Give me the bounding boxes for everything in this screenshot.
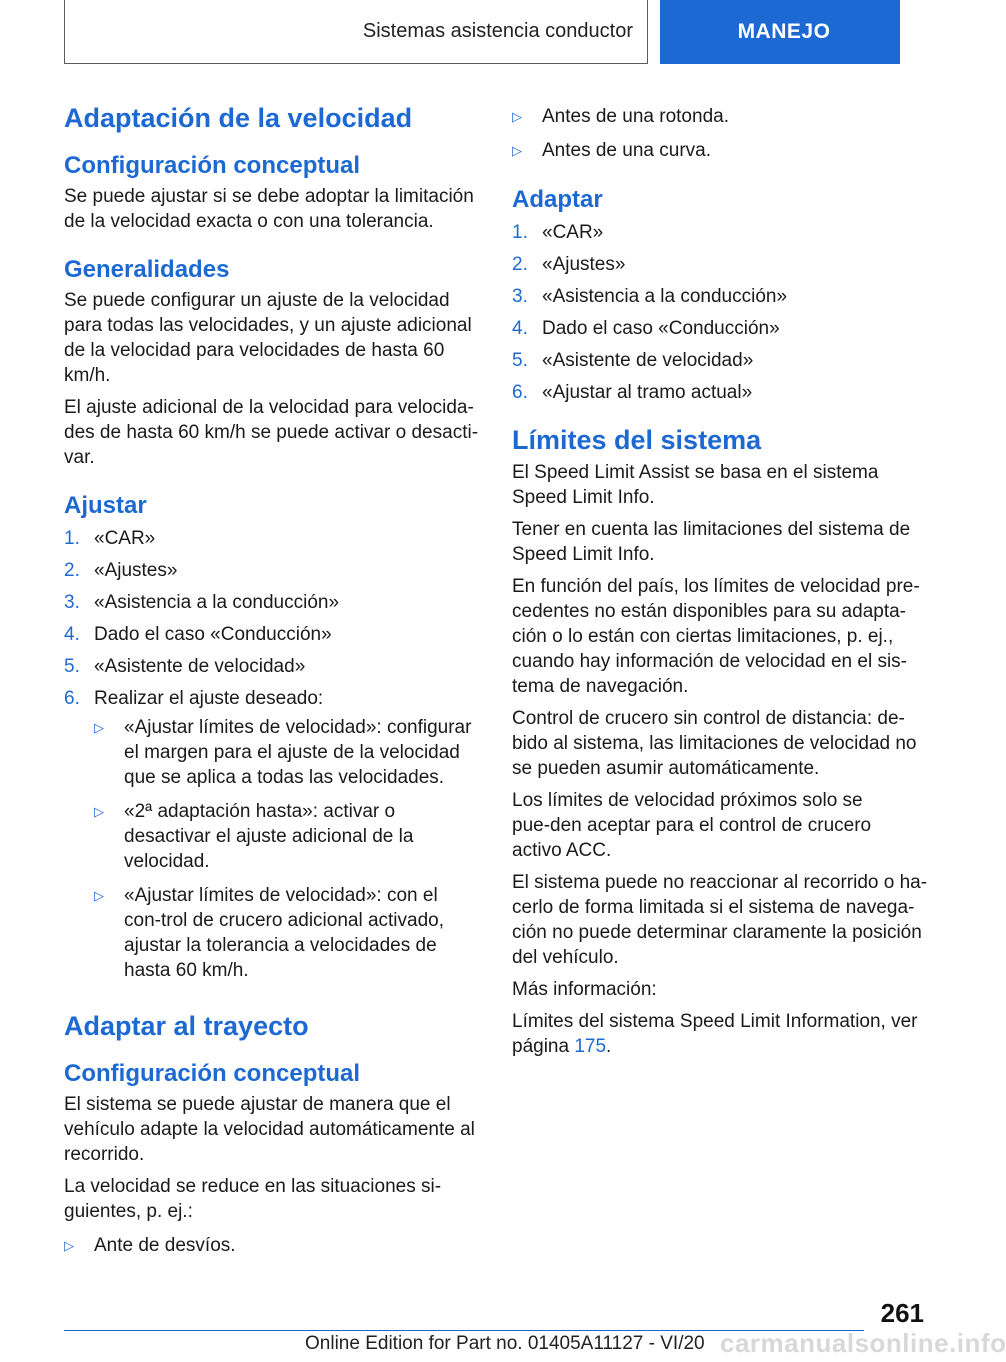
trayecto-bullets-left	[64, 1233, 480, 1258]
bullet-text: Antes de una curva.	[542, 140, 711, 161]
heading-limites: Límites del sistema	[512, 425, 762, 455]
heading-adaptacion: Adaptación de la velocidad	[64, 103, 413, 133]
paragraph-limites-2: Tener en cuenta las limitaciones del sistema de Speed Limit Info.	[512, 519, 911, 565]
watermark: carmanualsonline.info	[720, 1328, 1006, 1358]
list-item	[512, 138, 928, 163]
step-text: «Asistente de velocidad»	[94, 656, 306, 677]
step-number: 5.	[64, 656, 80, 677]
page-number: 261	[880, 1298, 924, 1328]
reference-end: .	[606, 1036, 612, 1057]
paragraph-reference	[512, 1009, 928, 1059]
bullet-text: Antes de una rotonda.	[542, 106, 729, 127]
triangle-bullet-icon: ▷	[94, 804, 104, 819]
step-text: «Ajustar al tramo actual»	[542, 382, 753, 403]
bullet-text: Ante de desvíos.	[94, 1235, 236, 1256]
bullet-text: «Ajustar límites de velocidad»: con el con-trol de crucero adicional activado, ajustar la tolerancia a velocidades de hasta 60 km/h.	[124, 885, 445, 981]
right-column	[512, 100, 928, 1059]
chapter-tab	[660, 0, 900, 64]
paragraph-gen-1: Se puede configurar un ajuste de la velocidad para todas las velocidades, y un ajuste adicional de la velocidad para velocidades de hasta 60 km/h.	[64, 290, 472, 386]
heading-config-1: Configuración conceptual	[64, 152, 361, 179]
chapter-title: MANEJO	[737, 20, 831, 43]
step-number: 6.	[64, 688, 80, 709]
step-text: «Asistencia a la conducción»	[94, 592, 340, 613]
trayecto-bullets-right	[512, 104, 928, 163]
paragraph-limites-1: El Speed Limit Assist se basa en el sistema Speed Limit Info.	[512, 462, 879, 508]
paragraph-limites-4: Control de crucero sin control de distancia: de-bido al sistema, las limitaciones de velocidad no se pueden asumir automáticamente.	[512, 708, 917, 779]
step-number: 2.	[64, 560, 80, 581]
heading-config-2: Configuración conceptual	[64, 1060, 361, 1087]
step-number: 1.	[64, 528, 80, 549]
paragraph-config-2a: El sistema se puede ajustar de manera que el vehículo adapte la velocidad automáticamente al recorrido.	[64, 1094, 475, 1165]
ajuste-sub-bullets	[64, 715, 480, 983]
page-link[interactable]: 175	[574, 1036, 607, 1057]
heading-adaptar: Adaptar	[512, 186, 603, 213]
step-text: Realizar el ajuste deseado:	[94, 688, 324, 709]
step-text: «Asistencia a la conducción»	[542, 286, 788, 307]
list-item	[64, 526, 480, 551]
heading-trayecto: Adaptar al trayecto	[64, 1011, 309, 1041]
step-number: 5.	[512, 350, 528, 371]
list-item	[512, 220, 928, 245]
step-number: 3.	[512, 286, 528, 307]
list-item	[512, 348, 928, 373]
step-text: «Ajustes»	[94, 560, 178, 581]
step-text: «CAR»	[94, 528, 156, 549]
step-text: Dado el caso «Conducción»	[542, 318, 780, 339]
left-column	[64, 100, 480, 1267]
list-item	[64, 654, 480, 679]
step-number: 3.	[64, 592, 80, 613]
list-item	[512, 104, 928, 129]
heading-ajustar: Ajustar	[64, 492, 147, 519]
running-header-section	[64, 0, 648, 64]
list-item	[94, 799, 480, 874]
step-number: 4.	[64, 624, 80, 645]
step-number: 2.	[512, 254, 528, 275]
paragraph-limites-5: Los límites de velocidad próximos solo se pue-den aceptar para el control de crucero activo ACC.	[512, 790, 872, 861]
paragraph-config-1: Se puede ajustar si se debe adoptar la limitación de la velocidad exacta o con una tolerancia.	[64, 186, 474, 232]
triangle-bullet-icon: ▷	[512, 143, 522, 158]
bullet-text: «2ª adaptación hasta»: activar o desactivar el ajuste adicional de la velocidad.	[124, 801, 414, 872]
list-item	[64, 590, 480, 615]
list-item	[64, 558, 480, 583]
paragraph-limites-7: Más información:	[512, 979, 657, 1000]
list-item	[64, 686, 480, 711]
paragraph-limites-6: El sistema puede no reaccionar al recorrido o ha-cerlo de forma limitada si el sistema de navega-ción no puede determinar claramente la posición del vehículo.	[512, 872, 928, 968]
triangle-bullet-icon: ▷	[64, 1238, 74, 1253]
adaptar-steps	[512, 220, 928, 405]
bullet-text: «Ajustar límites de velocidad»: configurar el margen para el ajuste de la velocidad que se aplica a todas las velocidades.	[124, 717, 472, 788]
step-number: 1.	[512, 222, 528, 243]
step-text: Dado el caso «Conducción»	[94, 624, 332, 645]
header-section-title: Sistemas asistencia conductor	[362, 20, 633, 42]
list-item	[512, 316, 928, 341]
footer-edition: Online Edition for Part no. 01405A11127 - VI/20	[305, 1333, 705, 1354]
heading-generalidades: Generalidades	[64, 256, 230, 283]
reference-text: Límites del sistema Speed Limit Information, ver página	[512, 1011, 918, 1057]
list-item	[512, 380, 928, 405]
step-number: 4.	[512, 318, 528, 339]
list-item	[94, 883, 480, 983]
list-item	[512, 252, 928, 277]
step-text: «CAR»	[542, 222, 604, 243]
step-text: «Ajustes»	[542, 254, 626, 275]
triangle-bullet-icon: ▷	[94, 888, 104, 903]
triangle-bullet-icon: ▷	[94, 720, 104, 735]
step-number: 6.	[512, 382, 528, 403]
step-text: «Asistente de velocidad»	[542, 350, 754, 371]
triangle-bullet-icon: ▷	[512, 109, 522, 124]
paragraph-config-2b: La velocidad se reduce en las situaciones si-guientes, p. ej.:	[64, 1176, 442, 1222]
list-item	[64, 622, 480, 647]
paragraph-limites-3: En función del país, los límites de velocidad pre-cedentes no están disponibles para su adapta-ción o lo están con ciertas limitaciones, p. ej., cuando hay información de velocidad en el sis-tema de navegación.	[512, 576, 920, 697]
ajustar-steps	[64, 526, 480, 711]
list-item	[94, 715, 480, 790]
list-item	[512, 284, 928, 309]
paragraph-gen-2: El ajuste adicional de la velocidad para velocida-des de hasta 60 km/h se puede activar o desacti-var.	[64, 397, 479, 468]
list-item	[64, 1233, 480, 1258]
